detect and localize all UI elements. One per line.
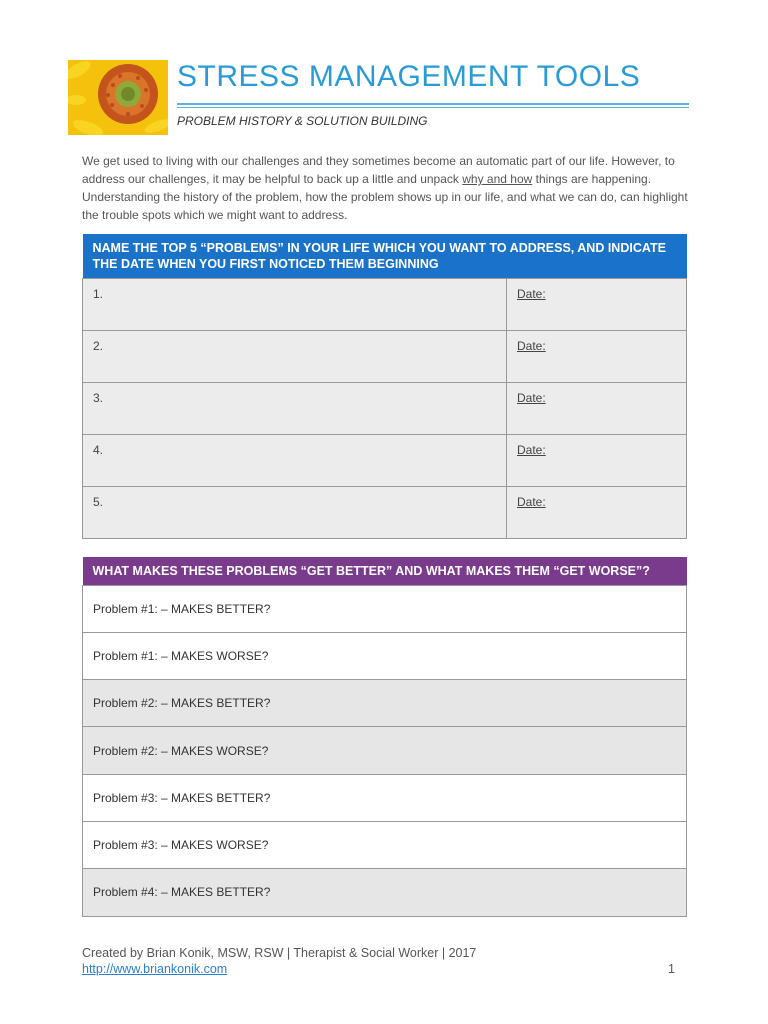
date-label: Date: [517, 495, 546, 509]
problem-effect-cell[interactable]: Problem #3: – MAKES BETTER? [83, 774, 687, 821]
date-cell[interactable] [507, 279, 687, 331]
problem-cell[interactable]: 5. [83, 487, 507, 539]
footer-credit: Created by Brian Konik, MSW, RSW | Therapist & Social Worker | 2017 [82, 946, 477, 960]
table-row [83, 487, 687, 539]
problems-table [82, 234, 687, 539]
table-row [83, 585, 687, 632]
better-worse-table [82, 557, 687, 917]
date-label: Date: [517, 339, 546, 353]
table-row [83, 869, 687, 916]
title-rule-top [177, 103, 689, 105]
table-row [83, 632, 687, 679]
sunflower-graphic [68, 60, 168, 135]
date-cell[interactable] [507, 435, 687, 487]
sunflower-image [68, 60, 168, 135]
intro-paragraph [82, 152, 692, 224]
problem-cell[interactable]: 2. [83, 331, 507, 383]
table-row [83, 774, 687, 821]
date-cell[interactable] [507, 383, 687, 435]
better-worse-table-header: WHAT MAKES THESE PROBLEMS “GET BETTER” AND WHAT MAKES THEM “GET WORSE”? [83, 557, 687, 585]
page-title: STRESS MANAGEMENT TOOLS [177, 60, 641, 93]
intro-underlined: why and how [462, 172, 533, 186]
problem-effect-cell[interactable]: Problem #1: – MAKES WORSE? [83, 632, 687, 679]
problem-effect-cell[interactable]: Problem #1: – MAKES BETTER? [83, 585, 687, 632]
table-row [83, 821, 687, 868]
date-cell[interactable] [507, 487, 687, 539]
table-row [83, 331, 687, 383]
problem-effect-cell[interactable]: Problem #2: – MAKES WORSE? [83, 727, 687, 774]
problem-cell[interactable]: 4. [83, 435, 507, 487]
table-row [83, 727, 687, 774]
table-row [83, 383, 687, 435]
table-row [83, 435, 687, 487]
page-number: 1 [668, 962, 675, 976]
table-row [83, 279, 687, 331]
footer [82, 945, 476, 977]
footer-website-link[interactable]: http://www.briankonik.com [82, 962, 228, 976]
problem-cell[interactable]: 1. [83, 279, 507, 331]
intro-text-1: We get used to living with our challenges and they sometimes become an automatic part of our life. However, to address our challenges, it may be helpful to back up a little and unpack [82, 154, 675, 186]
page-subtitle: PROBLEM HISTORY & SOLUTION BUILDING [177, 114, 428, 128]
problems-table-header: NAME THE TOP 5 “PROBLEMS” IN YOUR LIFE WHICH YOU WANT TO ADDRESS, AND INDICATE THE DATE WHEN YOU FIRST NOTICED THEM BEGINNING [83, 234, 687, 279]
table-row [83, 680, 687, 727]
title-rule-bottom [177, 107, 689, 108]
date-cell[interactable] [507, 331, 687, 383]
problem-effect-cell[interactable]: Problem #3: – MAKES WORSE? [83, 821, 687, 868]
problem-cell[interactable]: 3. [83, 383, 507, 435]
date-label: Date: [517, 391, 546, 405]
intro-text-2: things are happening. Understanding the history of the problem, how the problem shows up in our life, and what we can do, can highlight the trouble spots which we might want to address. [82, 172, 688, 222]
problem-effect-cell[interactable]: Problem #4: – MAKES BETTER? [83, 869, 687, 916]
problem-effect-cell[interactable]: Problem #2: – MAKES BETTER? [83, 680, 687, 727]
date-label: Date: [517, 287, 546, 301]
date-label: Date: [517, 443, 546, 457]
